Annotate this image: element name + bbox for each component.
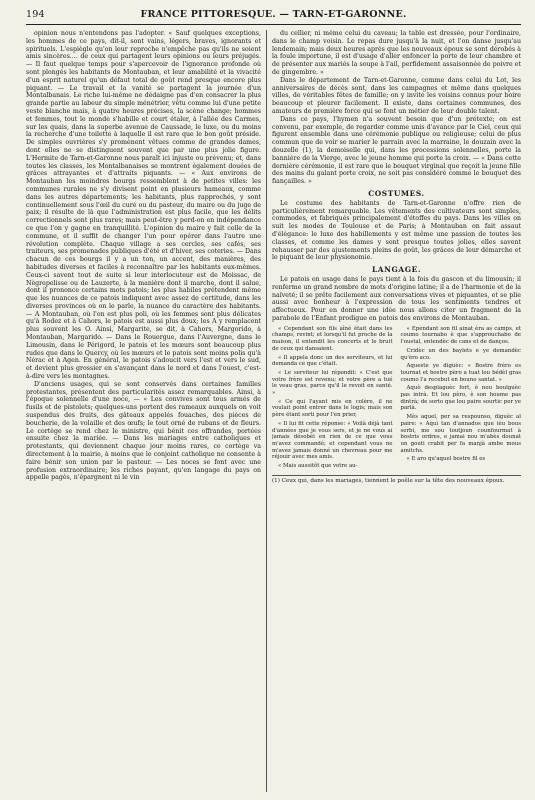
body-paragraph: Dans ce pays, l'hymen n'a souvent besoin que d'un prétexte; on est convenu, par exemple, de regarder comme unis d'avance par le Ciel, ceux qui figurent ensemble dans une cérémonie publique ou religieuse; celui de plus commun que de voir se marier le parrain avec la marraine, le douzain avec la douzelle (1), la demoiselle qui, dans les processions solennelles, porte la bannière de la Vierge, avec le jeune homme qui porte la croix. — « Dans cette dernière cérémonie, il est rare que le bouquet virginal que reçoit la jeune fille des mains du galant porte croix, ne soit pas considéré comme le bouquet des fiançailles. »: [272, 115, 521, 186]
body-paragraph: Dans le département de Tarn-et-Garonne, comme dans celui du Lot, les anniversaires de décès sont, dans les campagnes et même dans quelques villes, de véritables fêtes de famille; on y invite les voisins connus pour boire beaucoup et pleurer facilement. Il existe, dans certaines communes, des amateurs de première force qui se font un métier de leur double talent.: [272, 76, 521, 115]
section-heading-langage: LANGAGE.: [371, 265, 422, 275]
parable-verse: « Il lui fit cette réponse: « Voilà déjà tant d'années que je vous sers, et je ne vous ai jamais désobéi en rien de ce que vous m'avez commandé; et cependant vous ne m'avez jamais donné un chevreau pour me réjouir avec mes amis.: [272, 420, 393, 461]
parable-verse: « Cependant son fils aîné était dans les champs, revint; et lorsqu'il fut proche de la maison, il entendit les concerts et le bruit de ceux qui dansaient.: [272, 325, 393, 352]
body-paragraph: Le patois en usage dans le pays tient à la fois du gascon et du limousin; il renferme un grand nombre de mots d'origine latine; il a de l'harmonie et de la naïveté; il se prête facilement aux conversations vives et piquantes, et se plie aussi avec bonheur à l'expression de tous les sentiments tendres et affectueux. Pour en donner une idée nous allons citer un fragment de la parabole de l'Enfant prodigue en patois des environs de Montauban.: [272, 275, 521, 322]
parable-verse: « Mais aussitôt que votre au-: [278, 463, 358, 470]
footnote: (1) Ceux qui, dans les mariages, tiennent le poêle sur la tête des nouveaux époux.: [272, 475, 521, 485]
left-column: [26, 30, 261, 794]
parable-french-column: [272, 326, 393, 472]
page-number: 194: [26, 9, 45, 20]
parable-verse: Aqueste ye diguèc: « Bostre frèro es tournat et bostre pèro a tuat lou bédèl gras coumo l'a recebut en bouno santat. »: [400, 363, 521, 383]
right-column: [272, 30, 521, 794]
running-header: [26, 8, 521, 25]
parable-verse: « Ependant son fil ainat èra as camps, et coumo tournabo è que s'approuchabo de l'oustal, entendèc de cans et de danços.: [400, 325, 521, 346]
parable-verse: « Le serviteur lui répondit: « C'est que votre frère est revenu; et votre père a tué le veau gras, parce qu'il le revoit en santé. »: [272, 369, 393, 397]
body-paragraph: Le costume des habitants de Tarn-et-Garonne n'offre rien de particulièrement remarquable. Les vêtements des cultivateurs sont simples, commodes, et fabriqués principalement d'étoffes du pays. Dans les villes on suit les modes de Toulouse et de Paris; à Montauban on fait assaut d'élégance: le luxe des habillements y est même une passion de toutes les classes, et comme les dames y sont presque toutes jolies, elles savent rehausser par des ajustements pleins de goût, les grâces de leur démarche et le piquant de leur physionomie.: [272, 199, 521, 262]
parable-verse: Aquò desplaguèc fort, è nou boulguèc pas intrà. Et lou pèro, è son houme pas dintrà; de sorto que lou paire sourtic per ye parlà.: [400, 385, 521, 412]
parable-verse: « Ce qui l'ayant mis en colère, il ne voulait point entrer dans le logis; mais son père étant sorti pour l'en prier,: [272, 398, 393, 419]
body-paragraph: opinion nous n'entendons pas l'adopter. « Sauf quelques exceptions, les hommes de ce pays, dit-il, sont vains, légers, braves, ignorants et spirituels. L'espiègle qu'on leur reproche n'empêche pas qu'ils ne soient amis sincères.... de ceux qui partagent leurs opinions ou leurs préjugés. — Il faut quelque temps pour s'apercevoir de l'ignorance profonde où sont plongés les habitants de Montauban, et leur amabilité et la vivacité d'un esprit naturel qu'un défaut total de goût rend presque encore plus piquant. — Le travail et la vanité se partagent la journée d'un Montalbanais. Le riche lui-même ne dédaigne pas d'en consacrer la plus grande partie au labeur du simple ménétrier, vêtu comme lui d'une petite veste blanche mais, à quatre heures précises, la scène change; hommes et femmes, tout le monde s'habille et court étaler, à l'allée des Carmes, sur les quais, dans la superbe avenue de Caussade, le luxe, ou du moins la recherche d'une toilette à laquelle il est rare que le bon goût préside. De simples ouvrières s'y promènent vêtues comme de grandes dames, dont elles ne se distinguent souvent que par une plus jolie figure. L'Hermite de Tarn-et-Garonne nous paraît ici injuste ou prévenu; et, dans toutes les classes, les Montalbanaises se montrent également douées de grâces attrayantes et d'attraits piquants. — « Aux environs de Montauban les moindres bourgs ressemblent à de petites villes: les communes rurales ne s'y divisent point en plusieurs hameaux, comme dans les autres départements; les habitants, plus rapprochés, y sont continuellement sous l'œil du curé ou du pasteur, du maire ou du juge de paix; il résulte de là que l'administration est plus facile, que les délits correctionnels sont plus rares; mais peut-être y perd-on en indépendance ce que l'on y gagne en tranquillité. L'opinion du maire y fait celle de la commune, et il suffit de changer l'un pour opérer dans l'autre une révolution complète. Chaque village a ses cercles, ses cafés, ses traiteurs, ses promenades publiques d'été et d'hiver, ses coteries. — Dans chacun de ces bourgs il y a un ton, un accent, des manières, des habitudes diverses et faciles à reconnaître par les habitants eux-mêmes. Ceux-ci savent tout de suite si leur interlocuteur est de Moissac, de Nègrepelisse ou de Lauzerte, à la manière dont il marche, dont il salue, dont il prononce certains mots patois; les plus habiles prétendent même que les nuances de ce patois indiquent avec assez de certitude, dans les diverses provinces où on le parle, la nuance du caractère des habitants. — A Montauban, où l'on est plus poli, où les femmes sont plus délicates qu'à Rodez et à Cahors, le patois est aussi plus doux; les A y remplacent plus souvent les O. Ainsi, Margarite, se dit, à Cahors, Margorido, à Montauban, Margarido. — Dans le Rouergue, dans l'Auvergne, dans le Limousin, dans le Périgord, le patois et les mœurs sont beaucoup plus rudes que dans le Quercy, où les mœurs et le patois sont moins polis qu'à Nérac et à Agen. En général, le patois s'adoucit vers l'est et vers le sud, et devient plus grossier en s'avançant dans le nord et dans l'ouest, c'est-à-dire vers les montagnes.: [26, 30, 261, 381]
running-title: FRANCE PITTORESQUE. — TARN-ET-GARONNE.: [140, 9, 407, 20]
column-divider: [266, 30, 267, 792]
parable-verse: « Il appela donc un des serviteurs, et lui demanda ce que c'était.: [272, 354, 393, 368]
parable-columns: [272, 326, 521, 472]
body-paragraph: D'anciens usages, qui se sont conservés dans certaines familles protestantes, présentent des particularités assez remarquables. Ainsi, à l'époque solennelle d'une noce, — « Les convives sont tous armés de fusils et de pistolets; quelques-uns portent des rameaux auxquels on voit suspendus des fruits, des gâteaux appelés fouaches, des pièces de boucherie, de la volaille et des œufs; le tout orné de rubans et de fleurs. Le cortège se rend chez le ministre, qui bénit ces offrandes, portées ensuite chez la mariée. — Dans les mariages entre catholiques et protestants, qui deviennent chaque jour moins rares, ce cortège va directement à la mairie, à moins que le conjoint catholique ne consente à faire bénir son union par le pasteur. — Les noces se font avec une profusion extraordinaire; les riches payant, qu'en langage du pays on appelle pagès, n'épargnent ni le vin: [26, 380, 261, 482]
parable-verse: Mès aquel, per sa respounso, diguèc al paire: « Aquì tan d'annados que ièu bous serbi, me sou toutjoun counfourmat à bostris ordres, e jamai nou m'abès dounat un gouti crabit per fa manjà ambe mous amitchs.: [400, 414, 521, 454]
section-heading-costumes: COSTUMES.: [368, 188, 425, 198]
parable-verse: Cridèc un des baylets e ye demandèc qu'èro aco.: [400, 347, 521, 361]
parable-patois-column: [401, 326, 522, 472]
body-paragraph: du cellier, ni même celui du caveau; la table est dressée, pour l'ordinaire, dans le champ voisin. Le repas dure jusqu'à la nuit, et l'on danse jusqu'au lendemain; mais deux heures après que les nouveaux époux se sont dérobés à la foule importune, il est d'usage d'aller enfoncer la porte de leur chambre et de présenter aux mariés la soupe à l'ail, perfidement assaisonnée de poivre et de gingembre. »: [272, 30, 521, 76]
parable-verse: « E aro qu'aquel bostre fil es: [406, 456, 486, 463]
